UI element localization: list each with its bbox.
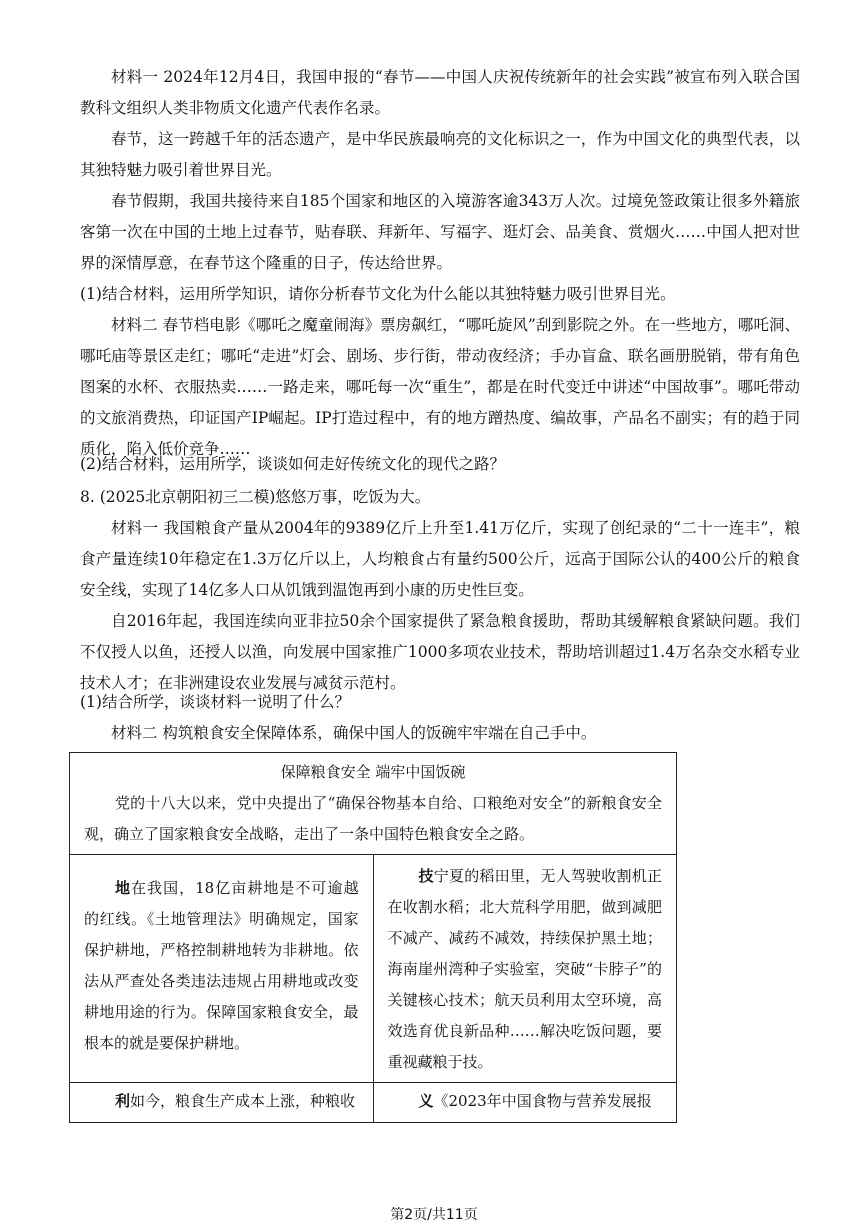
grain-security-table bbox=[69, 752, 677, 1123]
paragraph-grain-aid: 自2016年起，我国连续向亚非拉50余个国家提供了紧急粮食援助，帮助其缓解粮食紧缺问题。我们不仅授人以鱼，还授人以渔，向发展中国家推广1000多项农业技术，帮助培训超过1.4万名杂交水稻专业技术人才；在非洲建设农业发展与减贫示范村。 bbox=[80, 612, 800, 692]
table-intro-cell bbox=[70, 753, 677, 855]
question-8-header: 8. (2025北京朝阳初三二模)悠悠万事，吃饭为大。 bbox=[80, 488, 431, 506]
page-footer: 第2页/共11页 bbox=[390, 1207, 478, 1223]
question-7-2: (2)结合材料，运用所学，谈谈如何走好传统文化的现代之路？ bbox=[80, 455, 505, 473]
cell-key: 义 bbox=[418, 1092, 434, 1110]
table-cell-land bbox=[70, 855, 374, 1083]
paragraph-material-1: 材料一 2024年12月4日，我国申报的“春节——中国人庆祝传统新年的社会实践”被宣布列入联合国教科文组织人类非物质文化遗产代表作名录。 bbox=[80, 68, 800, 117]
table-cell-meaning bbox=[373, 1083, 677, 1123]
cell-text: 在我国，18亿亩耕地是不可逾越的红线。《土地管理法》明确规定，国家保护耕地，严格控制耕地转为非耕地。依法从严查处各类违法违规占用耕地或改变耕地用途的行为。保障国家粮食安全，最根本的就是要保护耕地。 bbox=[84, 879, 359, 1052]
cell-key: 利 bbox=[115, 1092, 131, 1110]
paragraph-spring-festival: 春节，这一跨越千年的活态遗产，是中华民族最响亮的文化标识之一，作为中国文化的典型代表，以其独特魅力吸引着世界目光。 bbox=[80, 130, 800, 179]
paragraph-tourists: 春节假期，我国共接待来自185个国家和地区的入境游客逾343万人次。过境免签政策让很多外籍旅客第一次在中国的土地上过春节，贴春联、拜新年、写福字、逛灯会、品美食、赏烟火……中国人把对世界的深情厚意，在春节这个隆重的日子，传达给世界。 bbox=[80, 192, 800, 272]
cell-key: 技 bbox=[418, 867, 434, 885]
question-8-1: (1)结合所学，谈谈材料一说明了什么？ bbox=[80, 693, 350, 711]
table-cell-benefit bbox=[70, 1083, 374, 1123]
paragraph-material-2: 材料二 春节档电影《哪吒之魔童闹海》票房飙红，“哪吒旋风”刮到影院之外。在一些地方，哪吒洞、哪吒庙等景区走红；哪吒“走进”灯会、剧场、步行街，带动夜经济；手办盲盒、联名画册脱销，带有角色图案的水杯、衣服热卖……一路走来，哪吒每一次“重生”，都是在时代变迁中讲述“中国故事”。哪吒带动的文旅消费热，印证国产IP崛起。IP打造过程中，有的地方蹭热度、编故事，产品名不副实；有的趋于同质化，陷入低价竞争…… bbox=[80, 316, 800, 458]
paragraph-material-2b: 材料二 构筑粮食安全保障体系，确保中国人的饭碗牢牢端在自己手中。 bbox=[111, 724, 597, 742]
question-7-1: (1)结合材料，运用所学知识，请你分析春节文化为什么能以其独特魅力吸引世界目光。 bbox=[80, 285, 676, 303]
table-intro: 党的十八大以来，党中央提出了“确保谷物基本自给、口粮绝对安全”的新粮食安全观，确立了国家粮食安全战略，走出了一条中国特色粮食安全之路。 bbox=[84, 794, 662, 843]
table-caption: 保障粮食安全 端牢中国饭碗 bbox=[280, 763, 466, 781]
table-cell-tech bbox=[373, 855, 677, 1083]
cell-text: 《2023年中国食物与营养发展报 bbox=[433, 1092, 652, 1110]
cell-text: 宁夏的稻田里，无人驾驶收割机正在收割水稻；北大荒科学用肥，做到减肥不减产、减药不减效，持续保护黑土地；海南崖州湾种子实验室，突破“卡脖子”的关键核心技术；航天员利用太空环境，高效选育优良新品种……解决吃饭问题，要重视藏粮于技。 bbox=[387, 867, 662, 1071]
cell-key: 地 bbox=[115, 879, 132, 897]
cell-text: 如今，粮食生产成本上涨，种粮收 bbox=[130, 1092, 356, 1110]
paragraph-grain-output: 材料一 我国粮食产量从2004年的9389亿斤上升至1.41万亿斤，实现了创纪录的“二十一连丰”，粮食产量连续10年稳定在1.3万亿斤以上，人均粮食占有量约500公斤，远高于国际公认的400公斤的粮食安全线，实现了14亿多人口从饥饿到温饱再到小康的历史性巨变。 bbox=[80, 519, 800, 599]
